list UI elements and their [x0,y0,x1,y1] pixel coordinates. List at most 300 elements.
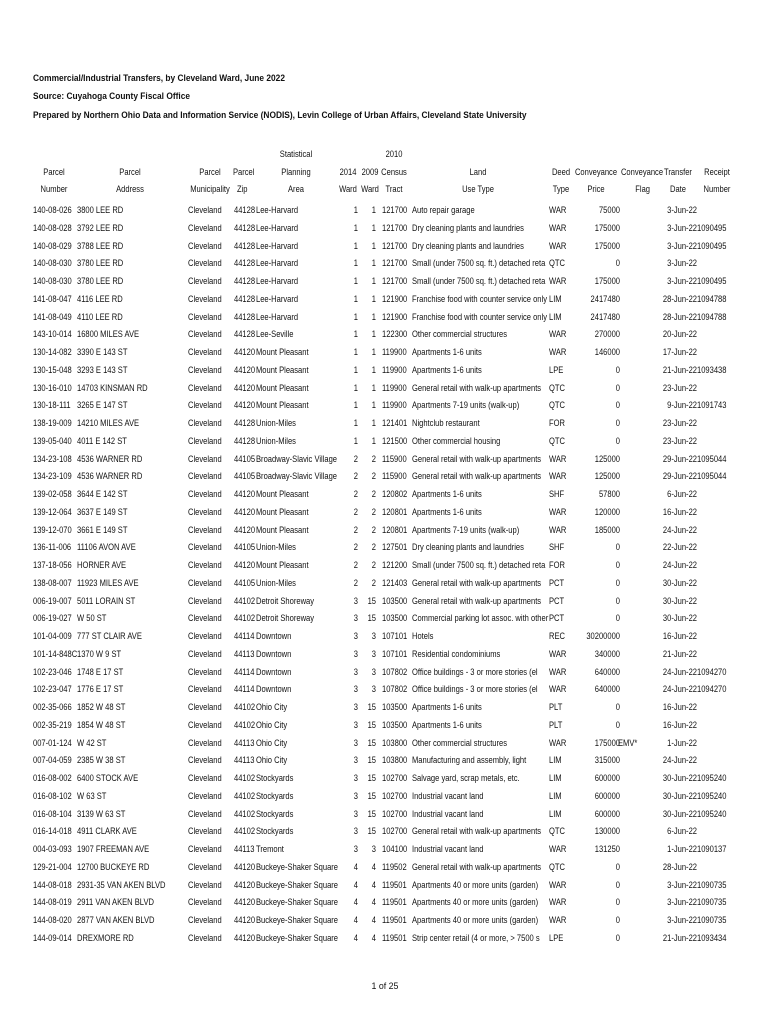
cell-tract: 121500 [382,435,408,446]
cell-parcel-number: 016-08-002 [33,773,72,783]
cell-price: 131250 [594,844,620,854]
cell-transfer-date: 16-Jun-22 [662,719,697,730]
cell-price: 175000 [594,276,620,286]
cell-ward2014: 3 [353,808,358,819]
cell-deed-type: WAR [549,276,567,286]
cell-land-use: Apartments 1-6 units [412,719,482,730]
cell-ward2009: 15 [367,790,376,801]
col-municipality-line1: Parcel [199,167,221,177]
cell-tract: 121200 [382,560,408,570]
cell-parcel-address: 11106 AVON AVE [77,542,136,553]
cell-parcel-address: 3637 E 149 ST [77,506,128,517]
cell-planning-area: Mount Pleasant [256,364,309,375]
cell-parcel-address: 4116 LEE RD [77,293,123,304]
cell-parcel-address: 1748 E 17 ST [77,666,124,677]
cell-ward2009: 3 [371,844,376,854]
cell-transfer-date: 23-Jun-22 [662,382,697,393]
cell-ward2009: 15 [367,719,376,730]
cell-parcel-address: 5011 LORAIN ST [77,595,136,606]
cell-municipality: Cleveland [188,400,222,411]
cell-land-use: General retail with walk-up apartments [412,595,542,606]
cell-municipality: Cleveland [188,737,222,748]
cell-parcel-number: 007-04-059 [33,755,72,766]
cell-planning-area: Buckeye-Shaker Square [256,861,339,872]
cell-zip: 44128 [234,435,256,446]
cell-land-use: Apartments 1-6 units [412,489,482,499]
cell-municipality: Cleveland [188,489,222,499]
cell-parcel-number: 139-12-070 [33,524,72,535]
cell-parcel-address: 4011 E 142 ST [77,435,127,446]
cell-price: 0 [615,897,620,908]
cell-tract: 107802 [382,666,408,677]
cell-deed-type: WAR [549,684,567,695]
cell-transfer-date: 28-Jun-22 [662,311,697,322]
cell-zip: 44128 [234,276,256,286]
cell-planning-area: Lee-Harvard [256,205,299,215]
cell-ward2014: 1 [353,205,358,215]
cell-tract: 121403 [382,577,408,588]
cell-municipality: Cleveland [188,418,222,428]
cell-parcel-number: 006-19-007 [33,595,72,606]
cell-parcel-number: 101-14-848C [33,648,78,659]
cell-zip: 44120 [234,347,256,357]
cell-ward2014: 3 [353,790,358,801]
cell-parcel-address: 3139 W 63 ST [77,808,126,819]
cell-ward2009: 2 [371,524,376,535]
cell-parcel-number: 143-10-014 [33,329,72,340]
cell-price: 0 [615,560,620,570]
cell-planning-area: Union-Miles [256,542,296,553]
cell-deed-type: QTC [549,826,565,837]
cell-ward2014: 3 [353,719,358,730]
cell-planning-area: Mount Pleasant [256,489,309,499]
cell-tract: 115900 [382,471,407,482]
cell-ward2014: 1 [353,222,358,233]
cell-ward2009: 15 [367,595,376,606]
cell-price: 175000 [594,222,620,233]
cell-ward2014: 1 [353,240,358,251]
cell-ward2009: 15 [367,737,376,748]
cell-transfer-date: 24-Jun-22 [662,524,697,535]
cell-ward2014: 1 [353,293,358,304]
cell-transfer-date: 30-Jun-22 [662,595,697,606]
cell-receipt-number: 1094270 [697,684,727,695]
cell-price: 175000 [594,737,620,748]
cell-municipality: Cleveland [188,240,222,251]
col-parcel-address-line1: Parcel [119,167,141,177]
cell-deed-type: WAR [549,879,567,890]
cell-receipt-number: 1095240 [697,773,727,783]
cell-zip: 44102 [234,790,256,801]
cell-deed-type: PLT [549,719,563,730]
cell-tract: 122300 [382,329,408,340]
cell-deed-type: LIM [549,773,562,783]
cell-ward2009: 1 [371,329,376,340]
col-zip-line1: Parcel [233,167,255,177]
cell-planning-area: Union-Miles [256,435,296,446]
cell-transfer-date: 3-Jun-22 [667,240,697,251]
cell-municipality: Cleveland [188,205,222,215]
cell-deed-type: QTC [549,435,565,446]
cell-municipality: Cleveland [188,595,222,606]
cell-planning-area: Mount Pleasant [256,524,309,535]
cell-transfer-date: 30-Jun-22 [662,577,697,588]
cell-tract: 103500 [382,719,408,730]
cell-tract: 121700 [382,240,408,251]
cell-zip: 44120 [234,400,256,411]
cell-municipality: Cleveland [188,347,222,357]
cell-price: 600000 [594,790,620,801]
cell-parcel-address: 2877 VAN AKEN BLVD [77,915,155,925]
cell-ward2009: 2 [371,489,376,499]
cell-deed-type: WAR [549,240,567,251]
cell-deed-type: WAR [549,915,567,925]
cell-planning-area: Buckeye-Shaker Square [256,932,339,943]
cell-planning-area: Lee-Harvard [256,222,299,233]
cell-price: 600000 [594,808,620,819]
cell-municipality: Cleveland [188,435,222,446]
cell-tract: 119502 [382,861,407,872]
cell-zip: 44120 [234,897,256,908]
col-tract-line1: 2010 [385,149,403,159]
cell-zip: 44105 [234,542,256,553]
cell-zip: 44102 [234,808,256,819]
cell-land-use: Apartments 7-19 units (walk-up) [412,524,520,535]
cell-price: 0 [615,418,620,428]
cell-price: 175000 [594,240,620,251]
cell-transfer-date: 30-Jun-22 [662,773,697,783]
cell-transfer-date: 1-Jun-22 [667,737,697,748]
cell-parcel-number: 130-14-082 [33,347,72,357]
cell-ward2014: 3 [353,737,358,748]
cell-parcel-address: 3780 LEE RD [77,258,124,269]
cell-parcel-number: 141-08-047 [33,293,72,304]
cell-zip: 44128 [234,240,256,251]
cell-zip: 44102 [234,719,256,730]
cell-price: 0 [615,702,620,712]
cell-zip: 44128 [234,293,256,304]
cell-ward2014: 4 [353,897,358,908]
cell-deed-type: WAR [549,205,567,215]
cell-tract: 119900 [382,347,407,357]
cell-ward2014: 4 [353,915,358,925]
cell-tract: 121401 [382,418,408,428]
cell-zip: 44102 [234,613,256,624]
cell-tract: 104100 [382,844,408,854]
cell-planning-area: Mount Pleasant [256,400,309,411]
cell-land-use: Small (under 7500 sq. ft.) detached reta [412,560,546,570]
cell-municipality: Cleveland [188,915,222,925]
cell-planning-area: Broadway-Slavic Village [256,453,338,464]
cell-zip: 44128 [234,205,256,215]
cell-planning-area: Downtown [256,631,292,641]
cell-tract: 103500 [382,613,408,624]
cell-zip: 44102 [234,826,256,837]
cell-municipality: Cleveland [188,613,222,624]
cell-land-use: Hotels [412,631,434,641]
col-planning-area-line2: Planning [281,167,311,177]
cell-zip: 44128 [234,222,256,233]
cell-tract: 107101 [382,648,408,659]
cell-land-use: Apartments 1-6 units [412,347,482,357]
cell-tract: 103800 [382,737,408,748]
cell-price: 0 [615,258,620,269]
cell-ward2014: 1 [353,311,358,322]
col-land-use-line2: Use Type [462,184,494,194]
cell-transfer-date: 24-Jun-22 [662,666,697,677]
cell-ward2014: 3 [353,755,358,766]
cell-ward2014: 1 [353,382,358,393]
cell-tract: 107101 [382,631,408,641]
col-ward2009-line1: 2009 [361,167,379,177]
cell-parcel-address: 2911 VAN AKEN BLVD [77,897,154,908]
cell-parcel-address: 2385 W 38 ST [77,755,126,766]
cell-ward2014: 1 [353,364,358,375]
cell-municipality: Cleveland [188,684,222,695]
cell-parcel-address: DREXMORE RD [77,932,134,943]
cell-transfer-date: 16-Jun-22 [662,506,697,517]
cell-tract: 121900 [382,293,408,304]
col-price-line1: Conveyance [574,167,618,177]
cell-land-use: Apartments 40 or more units (garden) [412,897,539,908]
cell-tract: 119501 [382,897,407,908]
cell-zip: 44120 [234,506,256,517]
cell-ward2009: 3 [371,648,376,659]
cell-price: 125000 [594,471,620,482]
cell-receipt-number: 1095044 [697,471,727,482]
cell-planning-area: Downtown [256,648,292,659]
cell-deed-type: WAR [549,222,567,233]
cell-parcel-number: 016-08-102 [33,790,72,801]
cell-zip: 44120 [234,560,256,570]
cell-land-use: Auto repair garage [412,205,475,215]
cell-ward2009: 4 [371,861,376,872]
cell-deed-type: PLT [549,702,563,712]
cell-parcel-address: 14703 KINSMAN RD [77,382,148,393]
cell-deed-type: SHF [549,489,565,499]
cell-planning-area: Mount Pleasant [256,347,309,357]
cell-zip: 44114 [234,666,255,677]
cell-transfer-date: 3-Jun-22 [667,879,697,890]
cell-zip: 44120 [234,364,256,375]
cell-deed-type: QTC [549,861,565,872]
cell-ward2009: 1 [371,258,376,269]
cell-municipality: Cleveland [188,702,222,712]
cell-land-use: Apartments 40 or more units (garden) [412,879,539,890]
cell-land-use: Dry cleaning plants and laundries [412,240,524,251]
cell-parcel-number: 130-18-111 [33,400,71,411]
cell-parcel-address: 12700 BUCKEYE RD [77,861,150,872]
cell-parcel-number: 016-08-104 [33,808,72,819]
cell-parcel-number: 144-08-020 [33,915,72,925]
cell-parcel-number: 138-08-007 [33,577,72,588]
cell-tract: 107802 [382,684,408,695]
cell-ward2009: 1 [371,418,376,428]
cell-land-use: Small (under 7500 sq. ft.) detached reta [412,276,546,286]
cell-parcel-number: 140-08-029 [33,240,72,251]
cell-price: 0 [615,719,620,730]
col-deed-type-line1: Deed [551,167,571,177]
cell-transfer-date: 28-Jun-22 [662,293,697,304]
cell-municipality: Cleveland [188,293,222,304]
cell-price: 0 [615,861,620,872]
cell-parcel-address: 4536 WARNER RD [77,453,143,464]
cell-ward2009: 3 [371,666,376,677]
cell-tract: 115900 [382,453,407,464]
cell-ward2014: 1 [353,276,358,286]
cell-deed-type: QTC [549,400,565,411]
cell-land-use: Apartments 1-6 units [412,364,482,375]
cell-transfer-date: 17-Jun-22 [662,347,697,357]
cell-transfer-date: 24-Jun-22 [662,684,697,695]
cell-price: 57800 [598,489,620,499]
cell-parcel-number: 101-04-009 [33,631,72,641]
cell-price: 0 [615,435,620,446]
cell-parcel-number: 102-23-046 [33,666,72,677]
cell-planning-area: Ohio City [256,755,288,766]
cell-zip: 44120 [234,861,256,872]
col-parcel-number-line2: Number [40,184,68,194]
cell-price: 0 [615,613,620,624]
cell-tract: 121900 [382,311,408,322]
cell-planning-area: Stockyards [256,790,294,801]
cell-land-use: General retail with walk-up apartments [412,471,542,482]
cell-ward2014: 3 [353,826,358,837]
col-transfer-date-line2: Date [670,184,686,194]
cell-ward2009: 1 [371,347,376,357]
cell-ward2009: 1 [371,435,376,446]
cell-transfer-date: 21-Jun-22 [662,932,697,943]
cell-price: 0 [615,364,620,375]
cell-parcel-number: 129-21-004 [33,861,72,872]
cell-deed-type: LIM [549,293,562,304]
cell-zip: 44102 [234,702,256,712]
cell-ward2014: 1 [353,258,358,269]
cell-transfer-date: 21-Jun-22 [662,648,697,659]
cell-parcel-number: 138-19-009 [33,418,72,428]
cell-ward2009: 15 [367,826,376,837]
report-title: Commercial/Industrial Transfers, by Cleveland Ward, June 2022 [33,73,285,84]
cell-land-use: General retail with walk-up apartments [412,382,542,393]
cell-parcel-address: 3792 LEE RD [77,222,124,233]
col-municipality-line2: Municipality [190,184,230,194]
cell-tract: 120801 [382,524,408,535]
col-tract-line3: Tract [385,184,403,194]
cell-planning-area: Broadway-Slavic Village [256,471,338,482]
cell-ward2009: 15 [367,808,376,819]
cell-ward2009: 15 [367,613,376,624]
cell-municipality: Cleveland [188,453,222,464]
cell-price: 315000 [594,755,620,766]
cell-parcel-number: 140-08-028 [33,222,72,233]
cell-land-use: Strip center retail (4 or more, > 7500 s [412,932,540,943]
cell-price: 0 [615,915,620,925]
cell-parcel-number: 016-14-018 [33,826,72,837]
cell-parcel-address: 3788 LEE RD [77,240,124,251]
cell-planning-area: Ohio City [256,702,288,712]
cell-price: 125000 [594,453,620,464]
cell-municipality: Cleveland [188,222,222,233]
cell-transfer-date: 6-Jun-22 [667,826,697,837]
col-receipt-number-line2: Number [703,184,731,194]
cell-parcel-number: 130-15-048 [33,364,72,375]
cell-deed-type: WAR [549,844,567,854]
cell-municipality: Cleveland [188,364,222,375]
cell-transfer-date: 28-Jun-22 [662,861,697,872]
cell-receipt-number: 1090735 [697,915,727,925]
cell-transfer-date: 9-Jun-22 [667,400,697,411]
cell-transfer-date: 24-Jun-22 [662,560,697,570]
cell-municipality: Cleveland [188,506,222,517]
col-receipt-number-line1: Receipt [704,167,730,177]
cell-ward2014: 3 [353,684,358,695]
cell-ward2009: 2 [371,560,376,570]
cell-deed-type: SHF [549,542,565,553]
report-preparer: Prepared by Northern Ohio Data and Information Service (NODIS), Levin College of Urban Affairs, Cleveland State University [33,110,527,121]
cell-transfer-date: 24-Jun-22 [662,755,697,766]
cell-deed-type: WAR [549,347,567,357]
cell-zip: 44114 [234,631,255,641]
cell-parcel-number: 002-35-219 [33,719,72,730]
cell-zip: 44128 [234,258,256,269]
cell-ward2014: 2 [353,506,358,517]
cell-municipality: Cleveland [188,631,222,641]
cell-planning-area: Detroit Shoreway [256,595,315,606]
cell-transfer-date: 3-Jun-22 [667,897,697,908]
cell-parcel-number: 140-08-030 [33,258,72,269]
cell-planning-area: Buckeye-Shaker Square [256,897,339,908]
col-tract-line2: Census [381,167,407,177]
cell-parcel-address: 3293 E 143 ST [77,364,128,375]
cell-ward2009: 1 [371,293,376,304]
cell-tract: 102700 [382,790,408,801]
cell-planning-area: Stockyards [256,808,294,819]
cell-land-use: Residential condominiums [412,648,501,659]
cell-parcel-number: 007-01-124 [33,737,72,748]
cell-deed-type: LIM [549,790,562,801]
cell-ward2014: 2 [353,453,358,464]
cell-ward2014: 1 [353,347,358,357]
cell-parcel-number: 140-08-026 [33,205,72,215]
cell-price: 340000 [594,648,620,659]
cell-price: 2417480 [590,311,620,322]
cell-transfer-date: 20-Jun-22 [662,329,697,340]
col-flag-line2: Flag [635,184,650,194]
cell-land-use: Other commercial housing [412,435,501,446]
cell-price: 0 [615,595,620,606]
cell-receipt-number: 1091743 [697,400,727,411]
cell-parcel-number: 004-03-093 [33,844,72,854]
cell-parcel-number: 134-23-109 [33,471,72,482]
cell-price: 0 [615,932,620,943]
cell-parcel-address: 3265 E 147 ST [77,400,128,411]
cell-municipality: Cleveland [188,560,222,570]
cell-land-use: Small (under 7500 sq. ft.) detached reta [412,258,546,269]
cell-municipality: Cleveland [188,897,222,908]
cell-planning-area: Ohio City [256,737,288,748]
cell-municipality: Cleveland [188,790,222,801]
cell-transfer-date: 3-Jun-22 [667,205,697,215]
cell-transfer-date: 29-Jun-22 [662,471,697,482]
col-planning-area-line3: Area [288,184,304,194]
cell-ward2014: 3 [353,648,358,659]
cell-deed-type: QTC [549,258,565,269]
cell-zip: 44128 [234,418,256,428]
cell-ward2014: 3 [353,613,358,624]
cell-deed-type: LPE [549,932,564,943]
cell-parcel-number: 139-12-064 [33,506,72,517]
cell-parcel-address: 14210 MILES AVE [77,418,140,428]
